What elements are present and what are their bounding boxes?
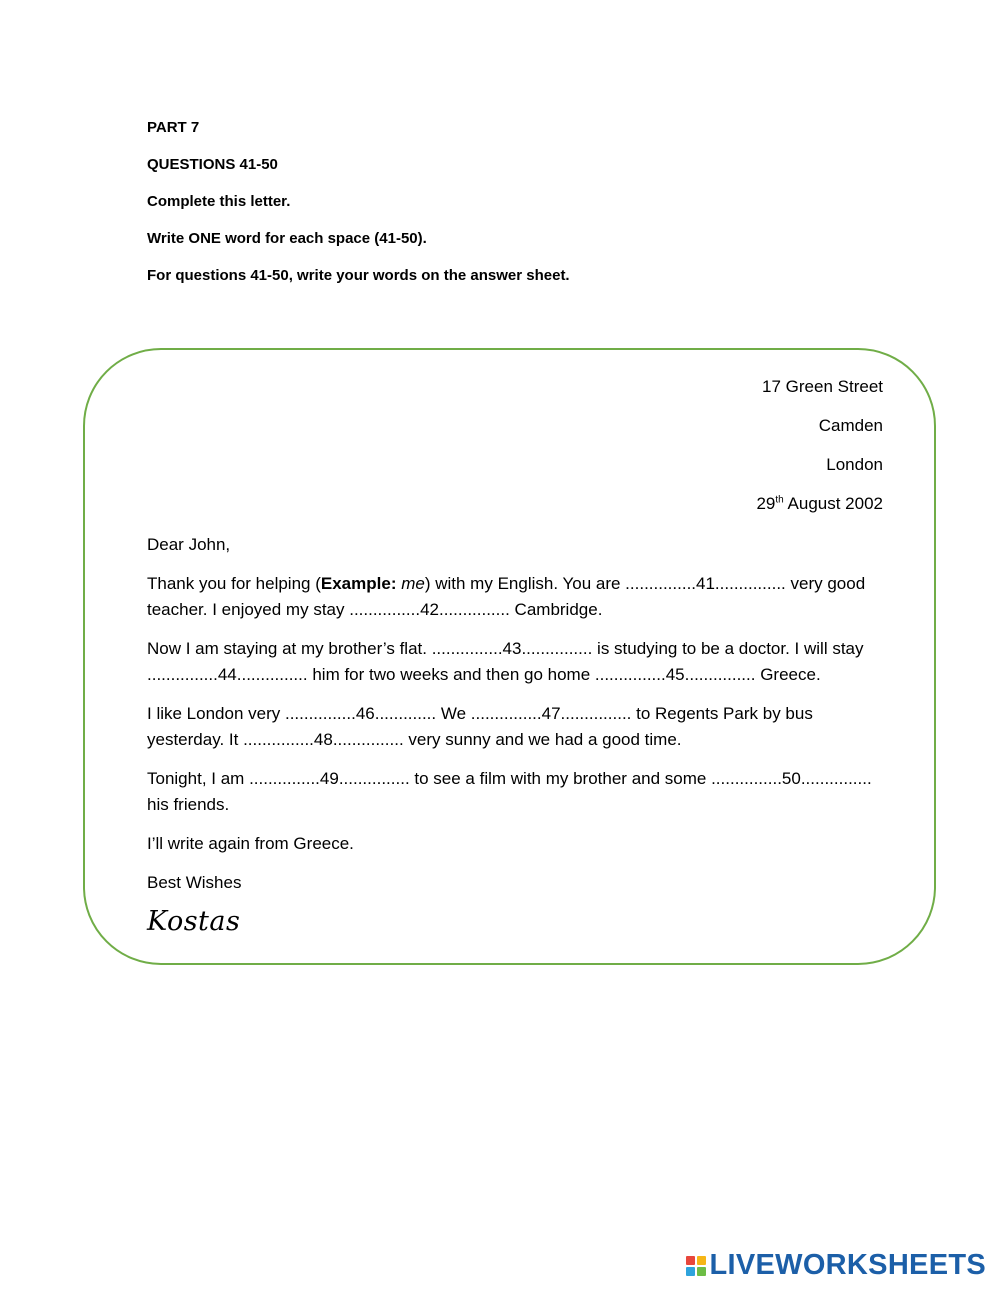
logo-blocks-icon (686, 1256, 706, 1276)
p2-text-b: is studying to be a doctor. I will stay (592, 639, 864, 658)
p2-text-c: him for two weeks and then go home (307, 665, 595, 684)
p2-text-d: Greece. (755, 665, 821, 684)
greeting: Dear John, (147, 535, 231, 554)
instructions (147, 118, 907, 303)
blank-43[interactable]: ...............43............... (431, 639, 593, 658)
blank-49[interactable]: ...............49............... (249, 769, 410, 788)
letter-body (147, 532, 887, 935)
closing-line: I’ll write again from Greece. (147, 834, 354, 853)
p4-text-a: Tonight, I am (147, 769, 250, 788)
logo-block-yellow (697, 1256, 706, 1265)
sign-off: Best Wishes (147, 873, 242, 892)
p1-text-b: ) with my English. You are (424, 574, 626, 593)
liveworksheets-logo (686, 1249, 987, 1282)
address-street: 17 Green Street (762, 377, 883, 396)
questions-heading: QUESTIONS 41-50 (147, 156, 278, 173)
logo-block-blue (686, 1267, 695, 1276)
signature: Kostas (147, 906, 241, 937)
p3-text-c: to Regents Park by bus yesterday. It (147, 704, 813, 749)
blank-45[interactable]: ...............45............... (594, 665, 756, 684)
p1-text-c: very good teacher. I enjoyed my stay (147, 574, 866, 619)
blank-44[interactable]: ...............44............... (147, 665, 308, 684)
example-label: Example: (320, 574, 397, 593)
blank-46[interactable]: ...............46............. (284, 704, 437, 723)
date-suffix: th (775, 494, 784, 506)
logo-block-red (686, 1256, 695, 1265)
logo-text: LIVEWORKSHEETS (709, 1249, 986, 1281)
logo-block-green (697, 1267, 706, 1276)
p2-text-a: Now I am staying at my brother’s flat. (147, 639, 432, 658)
answer-sheet-instruction: For questions 41-50, write your words on the answer sheet. (147, 267, 570, 284)
blank-48[interactable]: ...............48............... (243, 730, 404, 749)
p1-text-a: Thank you for helping ( (147, 574, 321, 593)
paragraph-2 (147, 636, 887, 688)
letter-date (756, 493, 883, 515)
p3-text-b: We (436, 704, 471, 723)
blank-47[interactable]: ...............47............... (470, 704, 632, 723)
p1-text-d: Cambridge. (509, 600, 603, 619)
example-word: me (401, 574, 425, 593)
blank-42[interactable]: ...............42............... (349, 600, 510, 619)
date-day: 29 (756, 494, 776, 513)
p3-text-a: I like London very (147, 704, 285, 723)
address-city: London (826, 455, 883, 474)
date-month-year: August 2002 (783, 494, 883, 513)
p4-text-b: to see a film with my brother and some (409, 769, 712, 788)
p4-text-c: his friends. (147, 795, 230, 814)
part-heading: PART 7 (147, 119, 200, 136)
paragraph-3 (147, 701, 887, 753)
rule-instruction: Write ONE word for each space (41-50). (147, 230, 427, 247)
task-instruction: Complete this letter. (147, 193, 291, 210)
address-area: Camden (818, 416, 883, 435)
paragraph-4 (147, 766, 887, 818)
blank-41[interactable]: ...............41............... (625, 574, 786, 593)
p3-text-d: very sunny and we had a good time. (403, 730, 682, 749)
paragraph-1 (147, 571, 887, 623)
blank-50[interactable]: ...............50............... (711, 769, 872, 788)
sender-address (756, 376, 883, 532)
